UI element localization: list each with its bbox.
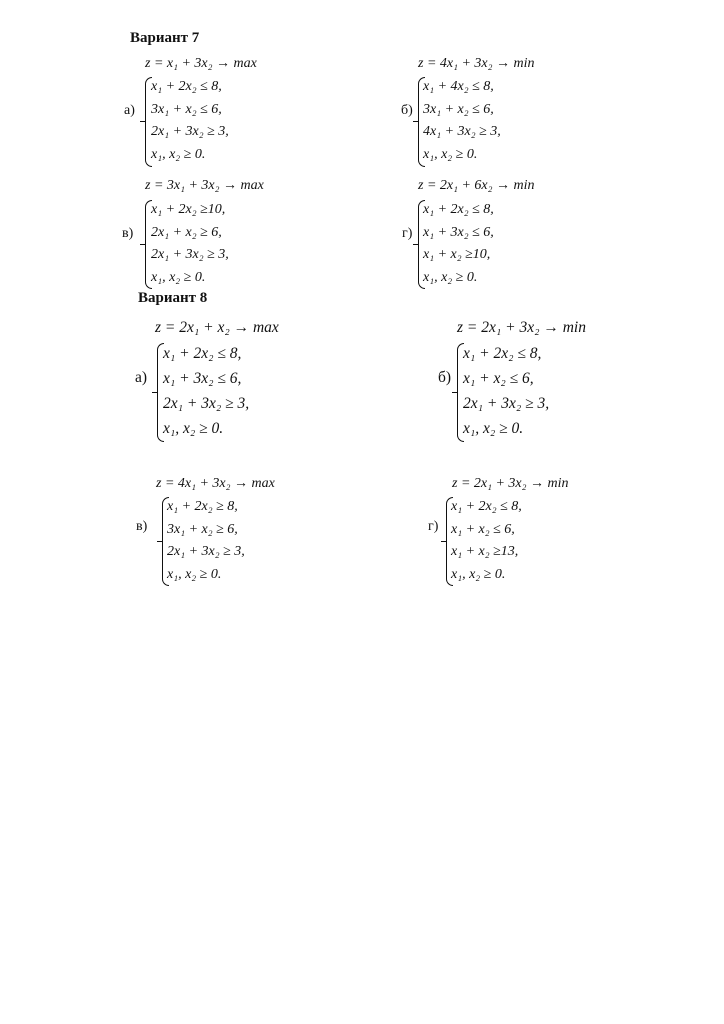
variant-8-b-constraint-4: x₁, x₂ ≥ 0. xyxy=(463,420,524,437)
variant-7-a-constraint-4: x₁, x₂ ≥ 0. xyxy=(151,146,206,162)
variant-7-b-constraint-4: x₁, x₂ ≥ 0. xyxy=(423,146,478,162)
variant-7-b-objective: z = 4x₁ + 3x₂ → min xyxy=(418,56,535,71)
variant-7-v-constraint-3: 2x₁ + 3x₂ ≥ 3, xyxy=(151,247,229,262)
variant-7-g-brace-tip xyxy=(413,244,418,245)
variant-8-heading: Вариант 8 xyxy=(138,290,208,306)
variant-7-b-label: б) xyxy=(401,103,413,118)
variant-8-b-constraint-3: 2x₁ + 3x₂ ≥ 3, xyxy=(463,395,550,412)
variant-7-v-brace-tip xyxy=(140,244,145,245)
variant-7-v-label: в) xyxy=(122,226,134,241)
variant-8-a-constraint-2: x₁ + 3x₂ ≤ 6, xyxy=(163,370,242,387)
variant-8-b-constraint-2: x₁ + x₂ ≤ 6, xyxy=(463,370,534,387)
variant-8-g-brace-tip xyxy=(441,541,446,542)
variant-8-g-constraint-3: x₁ + x₂ ≥13, xyxy=(451,544,519,559)
variant-7-g-objective: z = 2x₁ + 6x₂ → min xyxy=(418,178,535,193)
variant-8-v-constraint-3: 2x₁ + 3x₂ ≥ 3, xyxy=(167,544,245,559)
variant-8-b-brace-tip xyxy=(452,392,457,393)
variant-7-g-constraint-2: x₁ + 3x₂ ≤ 6, xyxy=(423,224,494,240)
variant-8-v-label: в) xyxy=(136,519,148,534)
variant-7-b-brace-tip xyxy=(413,121,418,122)
variant-8-v-constraint-2: 3x₁ + x₂ ≥ 6, xyxy=(167,521,238,537)
variant-8-v-brace-tip xyxy=(157,541,162,542)
variant-7-v-constraint-4: x₁, x₂ ≥ 0. xyxy=(151,269,206,285)
variant-8-a-constraint-4: x₁, x₂ ≥ 0. xyxy=(163,420,224,437)
variant-8-g-constraint-2: x₁ + x₂ ≤ 6, xyxy=(451,521,515,537)
variant-7-a-constraint-1: x₁ + 2x₂ ≤ 8, xyxy=(151,79,222,94)
variant-8-g-label: г) xyxy=(428,519,439,534)
variant-7-g-constraint-1: x₁ + 2x₂ ≤ 8, xyxy=(423,202,494,217)
variant-7-a-label: а) xyxy=(124,103,135,118)
variant-8-a-objective: z = 2x₁ + x₂ → max xyxy=(155,319,279,336)
variant-7-g-label: г) xyxy=(402,226,413,241)
variant-8-a-constraint-1: x₁ + 2x₂ ≤ 8, xyxy=(163,345,242,362)
variant-8-v-constraint-1: x₁ + 2x₂ ≥ 8, xyxy=(167,499,238,514)
variant-8-g-constraint-1: x₁ + 2x₂ ≤ 8, xyxy=(451,499,522,514)
variant-7-a-brace-tip xyxy=(140,121,145,122)
variant-7-a-constraint-2: 3x₁ + x₂ ≤ 6, xyxy=(151,101,222,117)
variant-7-g-constraint-4: x₁, x₂ ≥ 0. xyxy=(423,269,478,285)
variant-8-b-label: б) xyxy=(438,369,452,386)
variant-7-b-constraint-2: 3x₁ + x₂ ≤ 6, xyxy=(423,101,494,117)
variant-8-v-objective: z = 4x₁ + 3x₂ → max xyxy=(156,476,275,491)
variant-7-a-constraint-3: 2x₁ + 3x₂ ≥ 3, xyxy=(151,124,229,139)
variant-7-b-constraint-3: 4x₁ + 3x₂ ≥ 3, xyxy=(423,124,501,139)
variant-8-a-label: а) xyxy=(135,369,148,386)
variant-7-heading: Вариант 7 xyxy=(130,30,200,46)
variant-8-a-constraint-3: 2x₁ + 3x₂ ≥ 3, xyxy=(163,395,250,412)
variant-8-g-constraint-4: x₁, x₂ ≥ 0. xyxy=(451,566,506,582)
variant-8-g-objective: z = 2x₁ + 3x₂ → min xyxy=(452,476,569,491)
variant-7-v-objective: z = 3x₁ + 3x₂ → max xyxy=(145,178,264,193)
variant-8-a-brace-tip xyxy=(152,392,157,393)
variant-7-a-objective: z = x₁ + 3x₂ → max xyxy=(145,56,257,71)
variant-7-v-constraint-1: x₁ + 2x₂ ≥10, xyxy=(151,202,226,217)
variant-7-v-constraint-2: 2x₁ + x₂ ≥ 6, xyxy=(151,224,222,240)
variant-7-b-constraint-1: x₁ + 4x₂ ≤ 8, xyxy=(423,79,494,94)
variant-8-b-constraint-1: x₁ + 2x₂ ≤ 8, xyxy=(463,345,542,362)
variant-8-b-objective: z = 2x₁ + 3x₂ → min xyxy=(457,319,586,336)
variant-8-v-constraint-4: x₁, x₂ ≥ 0. xyxy=(167,566,222,582)
variant-7-g-constraint-3: x₁ + x₂ ≥10, xyxy=(423,247,491,262)
